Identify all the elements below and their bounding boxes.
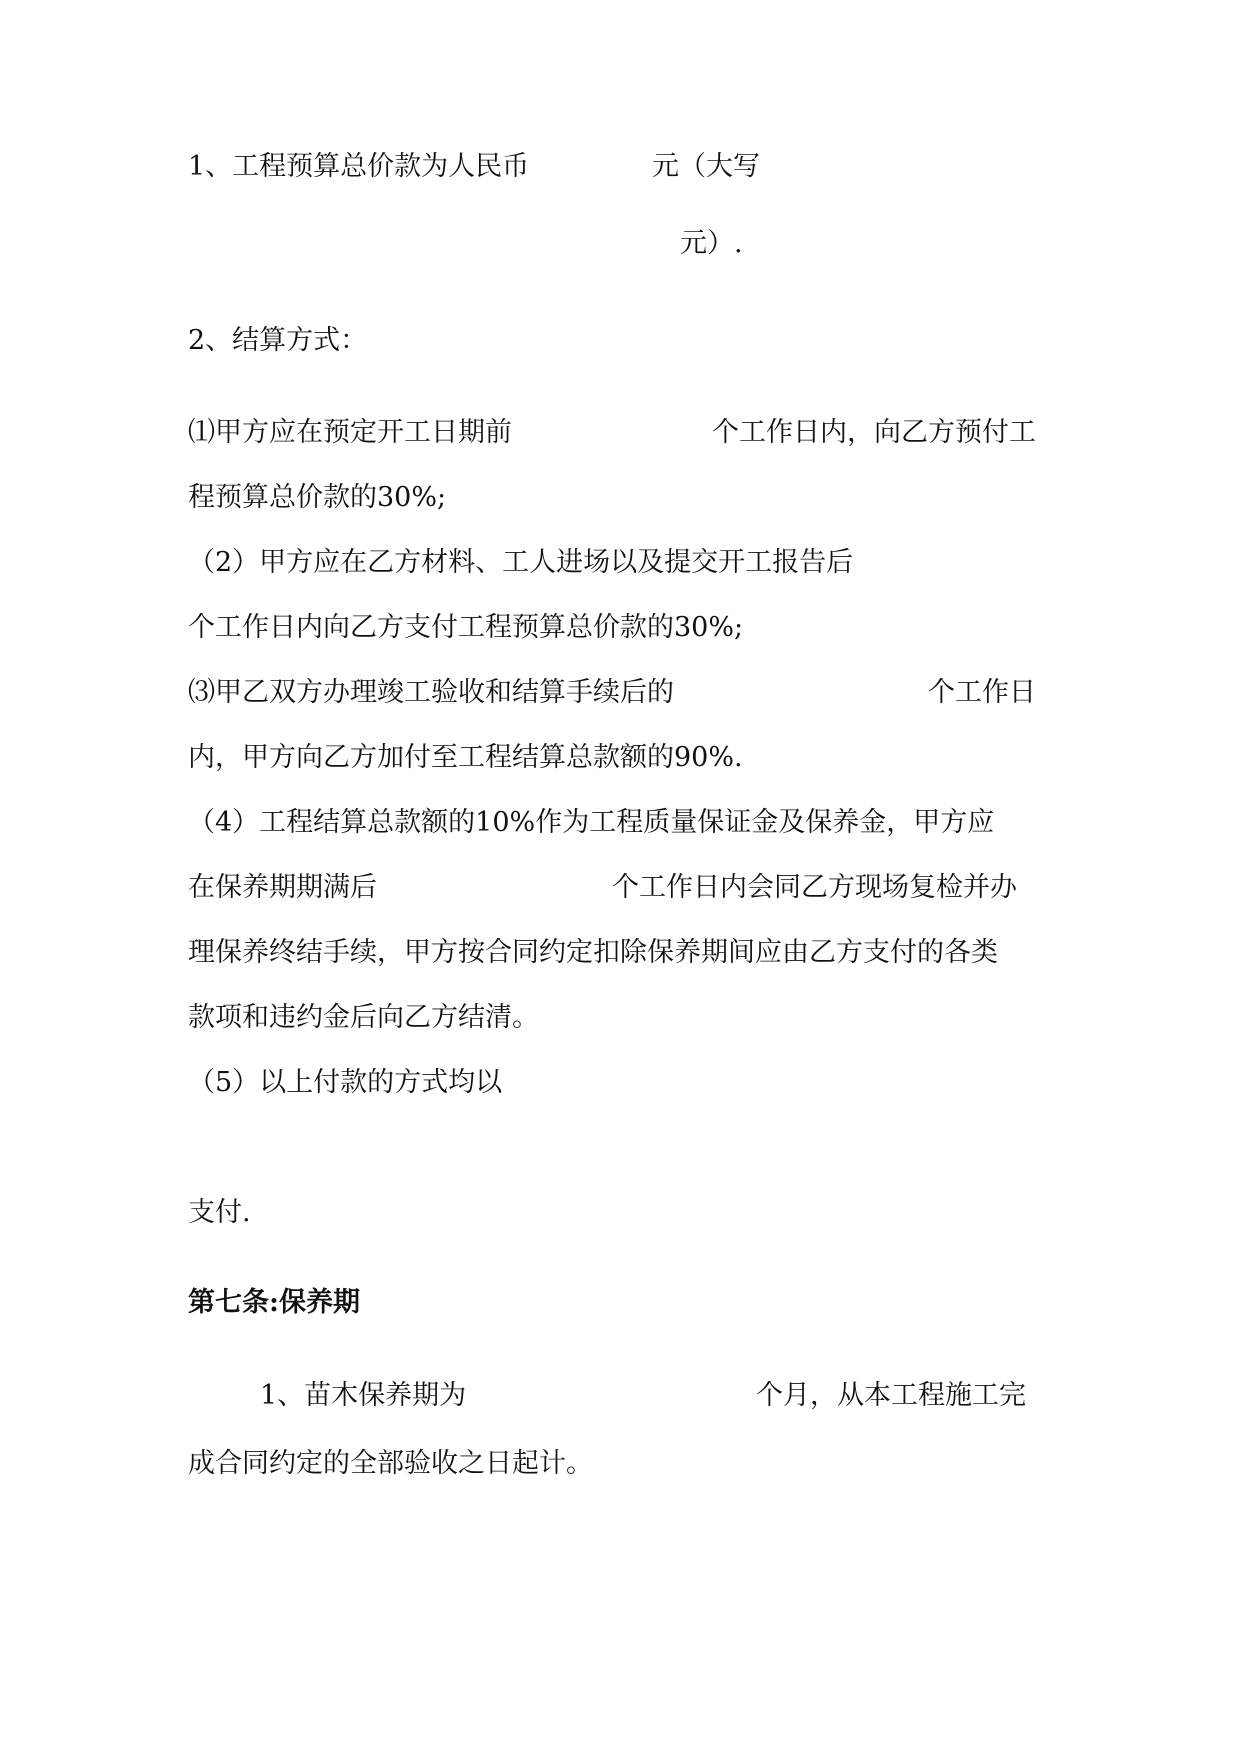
- settlement-item3-a: ⑶甲乙双方办理竣工验收和结算手续后的: [188, 677, 674, 708]
- settlement-item4-c: 个工作日内会同乙方现场复检并办: [612, 872, 1017, 903]
- clause1-text-a: 1、工程预算总价款为人民币: [188, 151, 530, 182]
- settlement-item4-b: 在保养期期满后: [188, 872, 377, 903]
- settlement-item3-c: 内，甲方向乙方加付至工程结算总款额的90%.: [188, 742, 743, 773]
- article7-heading: 第七条:保养期: [188, 1287, 360, 1318]
- settlement-heading: 2、结算方式：: [188, 325, 368, 356]
- warranty-item1-b: 个月，从本工程施工完: [756, 1380, 1026, 1411]
- settlement-item5-a: （5）以上付款的方式均以: [188, 1067, 503, 1098]
- settlement-item4-e: 款项和违约金后向乙方结清。: [188, 1002, 539, 1033]
- clause1-text-c: 元）.: [680, 228, 743, 259]
- settlement-item2-b: 个工作日内向乙方支付工程预算总价款的30%;: [188, 612, 744, 643]
- settlement-item5-b: 支付.: [188, 1197, 251, 1228]
- settlement-item1-b: 个工作日内，向乙方预付工: [712, 417, 1036, 448]
- settlement-item3-b: 个工作日: [928, 677, 1036, 708]
- clause1-text-b: 元（大写: [652, 151, 760, 182]
- settlement-item1-c: 程预算总价款的30%;: [188, 482, 447, 513]
- warranty-item1-a: 1、苗木保养期为: [260, 1380, 467, 1411]
- settlement-item1-a: ⑴甲方应在预定开工日期前: [188, 417, 512, 448]
- settlement-item2-a: （2）甲方应在乙方材料、工人进场以及提交开工报告后: [188, 547, 854, 578]
- warranty-item1-c: 成合同约定的全部验收之日起计。: [188, 1448, 593, 1479]
- settlement-item4-d: 理保养终结手续，甲方按合同约定扣除保养期间应由乙方支付的各类: [188, 937, 998, 968]
- settlement-item4-a: （4）工程结算总款额的10%作为工程质量保证金及保养金，甲方应: [188, 807, 995, 838]
